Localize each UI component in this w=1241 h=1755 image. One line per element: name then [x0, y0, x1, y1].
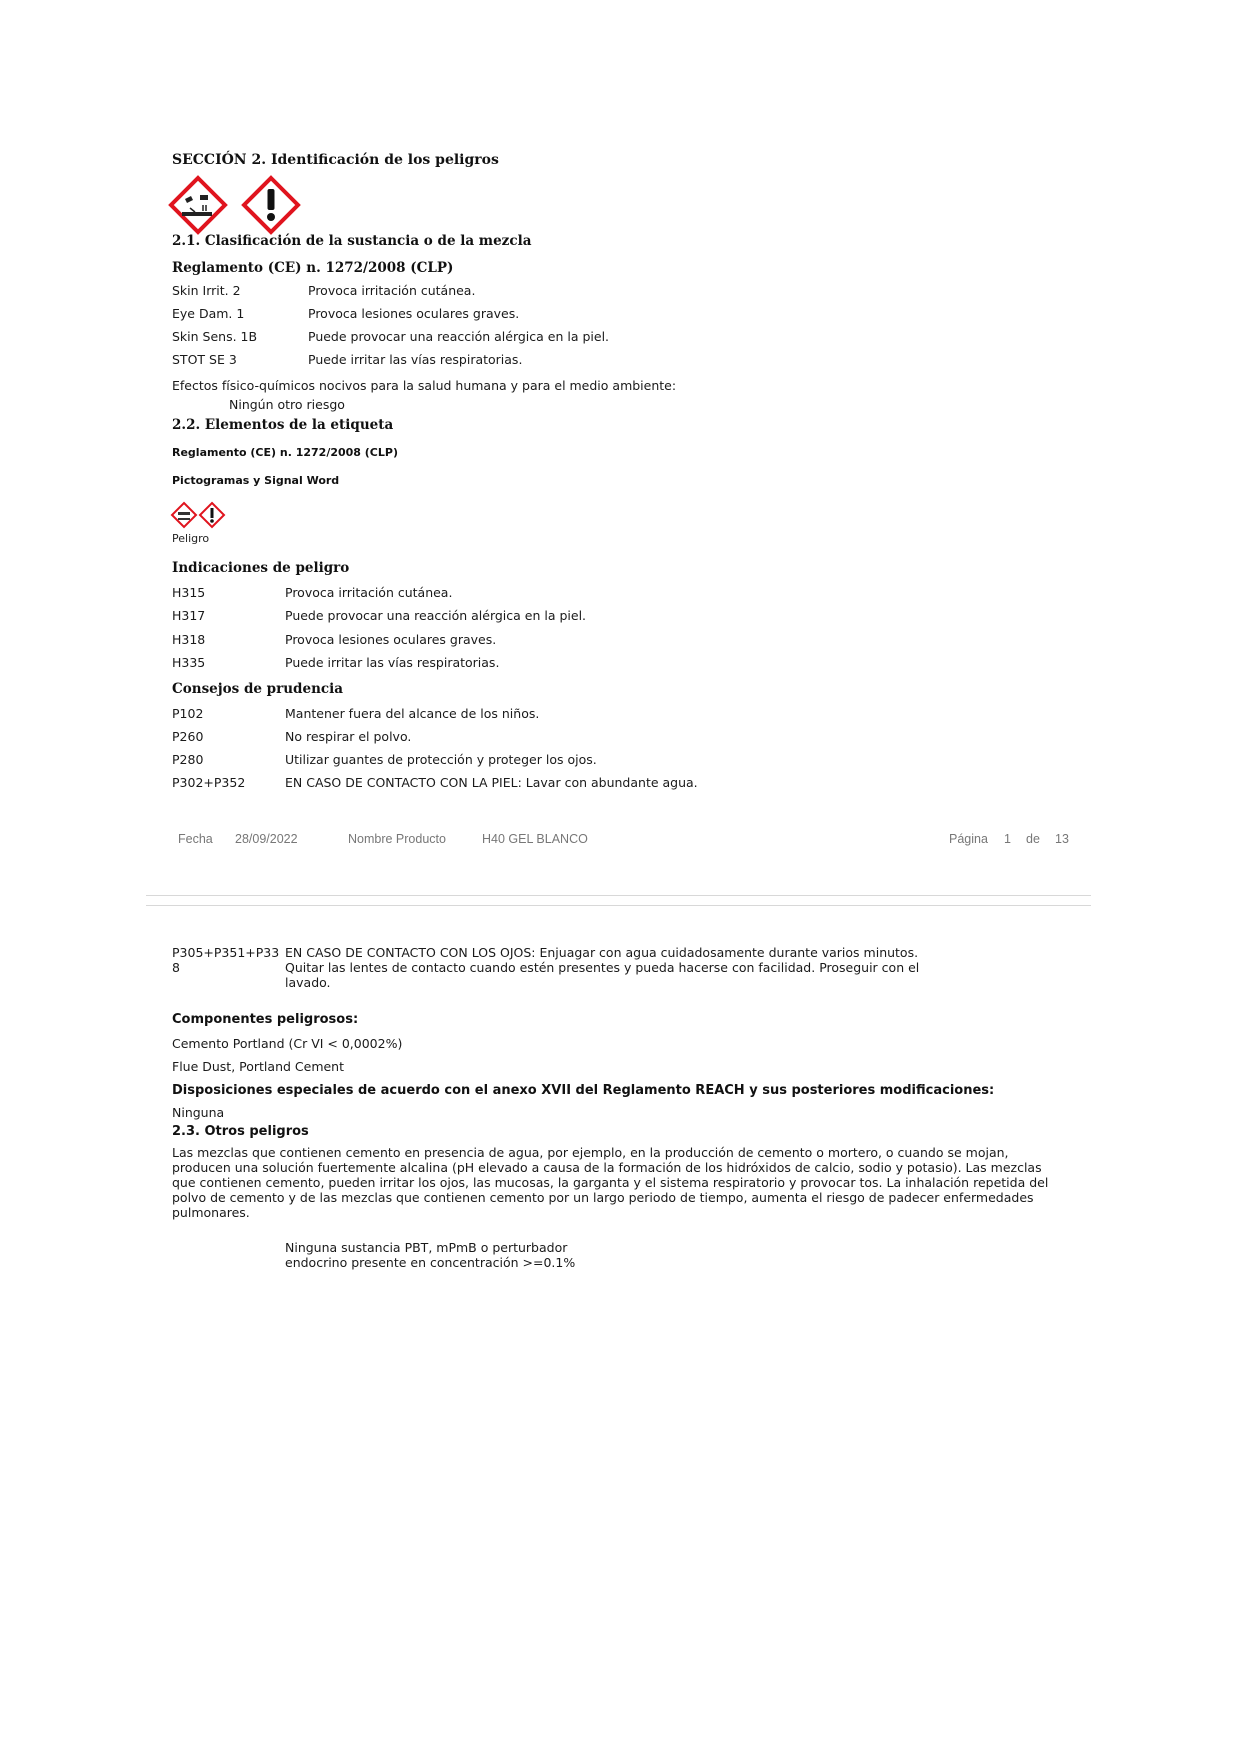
ghs-pictogram-small-row: [170, 501, 230, 531]
precaution-text: Mantener fuera del alcance de los niños.: [285, 706, 540, 721]
hazard-text: Provoca irritación cutánea.: [285, 585, 453, 600]
precaution-heading: Consejos de prudencia: [172, 681, 343, 697]
classification-heading: 2.1. Clasificación de la sustancia o de la mezcla: [172, 233, 532, 249]
p305-code-line1: P305+P351+P33: [172, 945, 280, 960]
hazard-text: Puede irritar las vías respiratorias.: [285, 655, 500, 670]
classification-regulation: Reglamento (CE) n. 1272/2008 (CLP): [172, 260, 454, 276]
component-item: Flue Dust, Portland Cement: [172, 1059, 345, 1074]
hazard-heading: Indicaciones de peligro: [172, 560, 350, 576]
footer-product-value: H40 GEL BLANCO: [482, 832, 588, 846]
footer-date-label: Fecha: [178, 832, 213, 846]
components-heading: Componentes peligrosos:: [172, 1012, 359, 1027]
classification-code: Skin Sens. 1B: [172, 329, 258, 344]
reach-value: Ninguna: [172, 1105, 225, 1120]
footer-date-value: 28/09/2022: [235, 832, 298, 846]
effects-label: Efectos físico-químicos nocivos para la salud humana y para el medio ambiente:: [172, 378, 677, 393]
classification-text: Provoca lesiones oculares graves.: [308, 306, 520, 321]
footer-product-label: Nombre Producto: [348, 832, 446, 846]
signal-word: Peligro: [172, 532, 210, 545]
p305-code-line2: 8: [172, 960, 180, 975]
footer-page-label: Página: [949, 832, 988, 846]
p305-code: [172, 945, 279, 975]
precaution-code: P102: [172, 706, 204, 721]
pbt-text: Ninguna sustancia PBT, mPmB o perturbador endocrino presente en concentración >=0.1%: [285, 1240, 576, 1270]
precaution-code: P302+P352: [172, 775, 246, 790]
section-title: SECCIÓN 2. Identificación de los peligros: [172, 152, 499, 168]
hazard-text: Puede provocar una reacción alérgica en la piel.: [285, 608, 587, 623]
precaution-text: EN CASO DE CONTACTO CON LA PIEL: Lavar con abundante agua.: [285, 775, 698, 790]
p305-text: EN CASO DE CONTACTO CON LOS OJOS: Enjuagar con agua cuidadosamente durante varios minutos. Quitar las lentes de contacto cuando estén presentes y pueda hacerse con facilidad. Proseguir con el lavado.: [285, 945, 920, 990]
classification-code: Skin Irrit. 2: [172, 283, 241, 298]
page-divider-bottom: [146, 905, 1091, 906]
classification-text: Puede irritar las vías respiratorias.: [308, 352, 523, 367]
ghs-pictograms-small: [170, 501, 230, 535]
label-regulation: Reglamento (CE) n. 1272/2008 (CLP): [172, 446, 398, 459]
corrosion-icon: [172, 503, 196, 527]
footer-page-current: 1: [1004, 832, 1011, 846]
classification-text: Provoca irritación cutánea.: [308, 283, 476, 298]
ghs-pictogram-row: [168, 175, 308, 237]
hazard-code: H318: [172, 632, 206, 647]
pictograms-label: Pictogramas y Signal Word: [172, 474, 340, 487]
exclamation-icon: [200, 503, 224, 527]
exclamation-icon: [244, 178, 298, 232]
footer-page-total: 13: [1055, 832, 1069, 846]
component-item: Cemento Portland (Cr VI < 0,0002%): [172, 1036, 403, 1051]
other-hazards-heading: 2.3. Otros peligros: [172, 1124, 309, 1139]
classification-code: STOT SE 3: [172, 352, 237, 367]
hazard-text: Provoca lesiones oculares graves.: [285, 632, 497, 647]
classification-code: Eye Dam. 1: [172, 306, 245, 321]
precaution-text: Utilizar guantes de protección y proteger los ojos.: [285, 752, 597, 767]
effects-value: Ningún otro riesgo: [229, 397, 345, 412]
precaution-code: P260: [172, 729, 204, 744]
hazard-code: H317: [172, 608, 206, 623]
label-elements-heading: 2.2. Elementos de la etiqueta: [172, 417, 394, 433]
classification-text: Puede provocar una reacción alérgica en la piel.: [308, 329, 610, 344]
ghs-pictograms-large: [168, 175, 308, 241]
footer-page-of: de: [1026, 832, 1040, 846]
reach-heading: Disposiciones especiales de acuerdo con el anexo XVII del Reglamento REACH y sus posteriores modificaciones:: [172, 1083, 995, 1098]
page-divider-top: [146, 895, 1091, 896]
corrosion-icon: [171, 178, 225, 232]
precaution-text: No respirar el polvo.: [285, 729, 412, 744]
hazard-code: H335: [172, 655, 206, 670]
other-hazards-text: Las mezclas que contienen cemento en presencia de agua, por ejemplo, en la producción de cemento o mortero, o cuando se mojan, producen una solución fuertemente alcalina (pH elevado a causa de la formación de los hidróxidos de calcio, sodio y potasio). Las mezclas que contienen cemento, pueden irritar los ojos, las mucosas, la garganta y el sistema respiratorio y provocar tos. La inhalación repetida del polvo de cemento y de las mezclas que contienen cemento por un largo periodo de tiempo, aumenta el riesgo de padecer enfermedades pulmonares.: [172, 1145, 1049, 1220]
precaution-code: P280: [172, 752, 204, 767]
hazard-code: H315: [172, 585, 206, 600]
